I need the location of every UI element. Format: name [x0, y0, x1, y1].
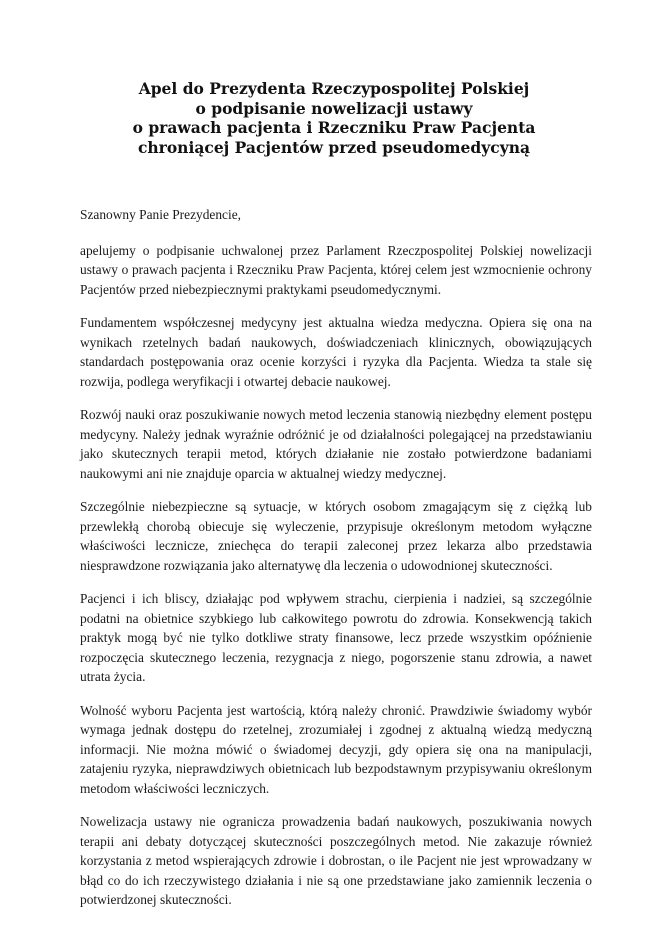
letter-body [80, 205, 592, 924]
title-line-4: chroniącej Pacjentów przed pseudomedycyną [137, 137, 531, 157]
title-line-2: o podpisanie nowelizacji ustawy [195, 98, 473, 118]
salutation: Szanowny Panie Prezydencie, [80, 207, 242, 222]
title-line-1: Apel do Prezydenta Rzeczypospolitej Polskiej [138, 79, 530, 98]
paragraph-6: Wolność wyboru Pacjenta jest wartością, którą należy chronić. Prawdziwie świadomy wybór wymaga jednak dostępu do rzetelnej, zrozumiałej i zgodnej z aktualną wiedzą medyczną informacji. Nie można mówić o świadomej decyzji, gdy opiera się ona na manipulacji, zatajeniu ryzyka, nieprawdziwych obietnicach lub bezpodstawnym przypisywaniu określonym metodom właściwości leczniczych. [80, 702, 592, 796]
paragraph-7: Nowelizacja ustawy nie ogranicza prowadzenia badań naukowych, poszukiwania nowych terapii ani debaty dotyczącej skuteczności poszczególnych metod. Nie zakazuje również korzystania z metod wspierających zdrowie i dobrostan, o ile Pacjent nie jest wprowadzany w błąd co do ich rzeczywistego działania i nie są one przedstawiane jako zamiennik leczenia o potwierdzonej skuteczności. [80, 814, 592, 907]
paragraph-1: apelujemy o podpisanie uchwalonej przez Parlament Rzeczpospolitej Polskiej nowelizacji ustawy o prawach pacjenta i Rzeczniku Praw Pacjenta, której celem jest wzmocnienie ochrony Pacjentów przed niebezpiecznymi praktykami pseudomedycznymi. [80, 242, 592, 297]
paragraph-3: Rozwój nauki oraz poszukiwanie nowych metod leczenia stanowią niezbędny element postępu medycyny. Należy jednak wyraźnie odróżnić je od działalności polegającej na przedstawianiu jako skutecznych terapii metod, których działanie nie zostało potwierdzone badaniami naukowymi ani nie znajduje oparcia w aktualnej wiedzy medycznej. [80, 407, 592, 481]
document-title [60, 79, 608, 157]
paragraph-5: Pacjenci i ich bliscy, działając pod wpływem strachu, cierpienia i nadziei, są szczególnie podatni na obietnice szybkiego lub całkowitego powrotu do zdrowia. Konsekwencją takich praktyk mogą być nie tylko dotkliwe straty finansowe, lecz przede wszystkim opóźnienie rozpoczęcia skutecznego leczenia, rezygnacja z niego, pogorszenie stanu zdrowia, a nawet utrata życia. [80, 591, 592, 684]
paragraph-2: Fundamentem współczesnej medycyny jest aktualna wiedza medyczna. Opiera się ona na wynikach rzetelnych badań naukowych, doświadczeniach klinicznych, obowiązujących standardach postępowania oraz ocenie korzyści i ryzyka dla Pacjenta. Wiedza ta stale się rozwija, podlega weryfikacji i otwartej debacie naukowej. [80, 315, 592, 389]
title-line-3: o prawach pacjenta i Rzeczniku Praw Pacjenta [132, 118, 536, 137]
paragraph-4: Szczególnie niebezpieczne są sytuacje, w których osobom zmagającym się z ciężką lub przewlekłą chorobą obiecuje się wyleczenie, przypisuje określonym metodom wyłączne właściwości lecznicze, zniechęca do terapii zaleconej przez lekarza albo przedstawia niesprawdzone rozwiązania jako alternatywę dla leczenia o udowodnionej skuteczności. [80, 499, 592, 573]
